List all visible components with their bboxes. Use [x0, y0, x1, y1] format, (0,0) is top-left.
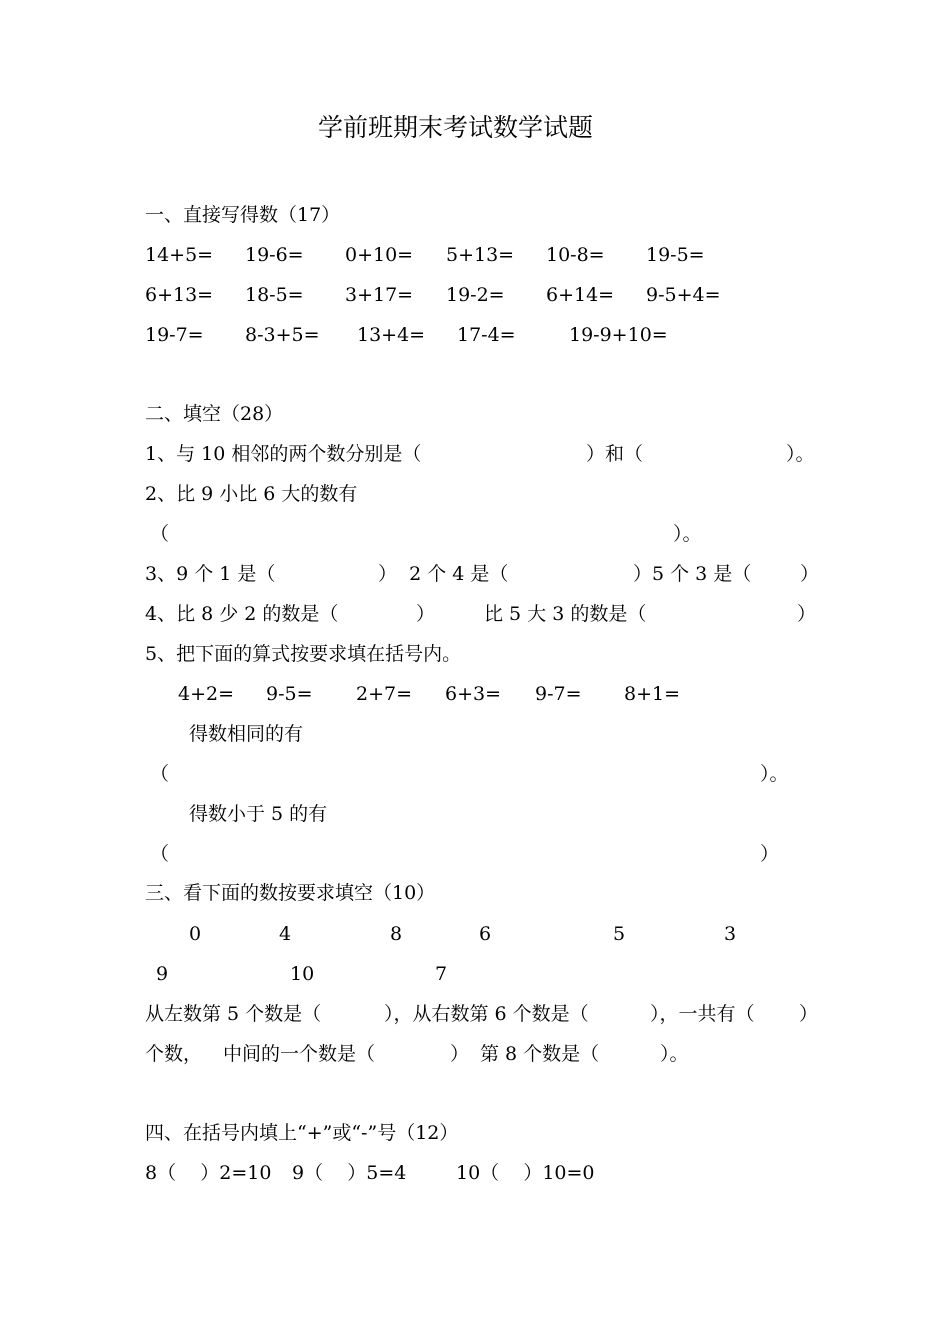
arith-item: 6+14=	[546, 284, 615, 306]
less-than-label: 得数小于 5 的有	[189, 803, 328, 825]
arith-item: 19-9+10=	[569, 324, 668, 346]
arith-item: 10-8=	[546, 244, 605, 266]
sign-question-item: 10（ ）10=0	[456, 1162, 595, 1184]
question-4-text: 4、比 8 少 2 的数是（	[145, 603, 339, 625]
number-item: 9	[156, 963, 169, 985]
number-item: 0	[189, 923, 202, 945]
question-1-text: ）。	[786, 443, 815, 465]
question-3-text: ）	[800, 563, 820, 585]
arith-item: 6+13=	[145, 284, 214, 306]
expr-item: 9-5=	[266, 683, 313, 705]
answer-bracket-close: ）。	[673, 523, 702, 545]
question-4-text: 比 5 大 3 的数是（	[484, 603, 647, 625]
section4-heading: 四、在括号内填上“+”或“-”号（12）	[145, 1122, 459, 1144]
arith-item: 19-6=	[245, 244, 304, 266]
expr-item: 2+7=	[356, 683, 413, 705]
section1-heading: 一、直接写得数（17）	[145, 204, 341, 226]
arith-item: 19-2=	[446, 284, 505, 306]
arith-item: 0+10=	[345, 244, 414, 266]
number-item: 10	[290, 963, 315, 985]
arith-item: 17-4=	[457, 324, 516, 346]
answer-bracket-open: （	[150, 843, 170, 865]
arith-item: 18-5=	[245, 284, 304, 306]
arith-item: 19-7=	[145, 324, 204, 346]
arith-item: 14+5=	[145, 244, 214, 266]
answer-bracket-open: （	[150, 523, 170, 545]
question-4-text: ）	[416, 603, 436, 625]
section3-question-text: ），从右数第 6 个数是（	[384, 1003, 589, 1025]
number-item: 3	[724, 923, 737, 945]
expr-item: 9-7=	[535, 683, 582, 705]
section3-question-text: 从左数第 5 个数是（	[145, 1003, 322, 1025]
arith-item: 8-3+5=	[245, 324, 320, 346]
section3-heading: 三、看下面的数按要求填空（10）	[145, 882, 436, 904]
answer-bracket-close: ）。	[760, 763, 789, 785]
expr-item: 8+1=	[624, 683, 681, 705]
sign-question-item: 9（ ）5=4	[292, 1162, 407, 1184]
section3-question-text: 第 8 个数是（	[480, 1043, 600, 1065]
question-5-text: 5、把下面的算式按要求填在括号内。	[145, 643, 462, 665]
expr-item: 4+2=	[178, 683, 235, 705]
sign-question-item: 8（ ）2=10	[145, 1162, 272, 1184]
number-item: 6	[479, 923, 492, 945]
number-item: 5	[613, 923, 626, 945]
number-item: 4	[279, 923, 292, 945]
arith-item: 3+17=	[345, 284, 414, 306]
question-2-text: 2、比 9 小比 6 大的数有	[145, 483, 358, 505]
answer-bracket-open: （	[150, 763, 170, 785]
section3-question-text: 中间的一个数是（	[223, 1043, 376, 1065]
arith-item: 5+13=	[446, 244, 515, 266]
section3-question-text: ）。	[660, 1043, 689, 1065]
section3-question-text: ），一共有（	[650, 1003, 755, 1025]
arith-item: 19-5=	[646, 244, 705, 266]
arith-item: 9-5+4=	[646, 284, 721, 306]
arith-item: 13+4=	[357, 324, 426, 346]
section3-question-text: 个数，	[145, 1043, 203, 1065]
answer-bracket-close: ）	[760, 843, 780, 865]
expr-item: 6+3=	[445, 683, 502, 705]
question-3-text: ）5 个 3 是（	[633, 563, 752, 585]
same-result-label: 得数相同的有	[189, 723, 304, 745]
question-3-text: 3、9 个 1 是（	[145, 563, 276, 585]
question-3-text: ） 2 个 4 是（	[378, 563, 509, 585]
number-item: 7	[435, 963, 448, 985]
section3-question-text: ）	[799, 1003, 819, 1025]
question-1-text: ）和（	[586, 443, 644, 465]
page-title: 学前班期末考试数学试题	[318, 113, 594, 142]
question-1-text: 1、与 10 相邻的两个数分别是（	[145, 443, 422, 465]
section2-heading: 二、填空（28）	[145, 403, 284, 425]
section3-question-text: ）	[450, 1043, 470, 1065]
question-4-text: ）	[797, 603, 817, 625]
number-item: 8	[390, 923, 403, 945]
